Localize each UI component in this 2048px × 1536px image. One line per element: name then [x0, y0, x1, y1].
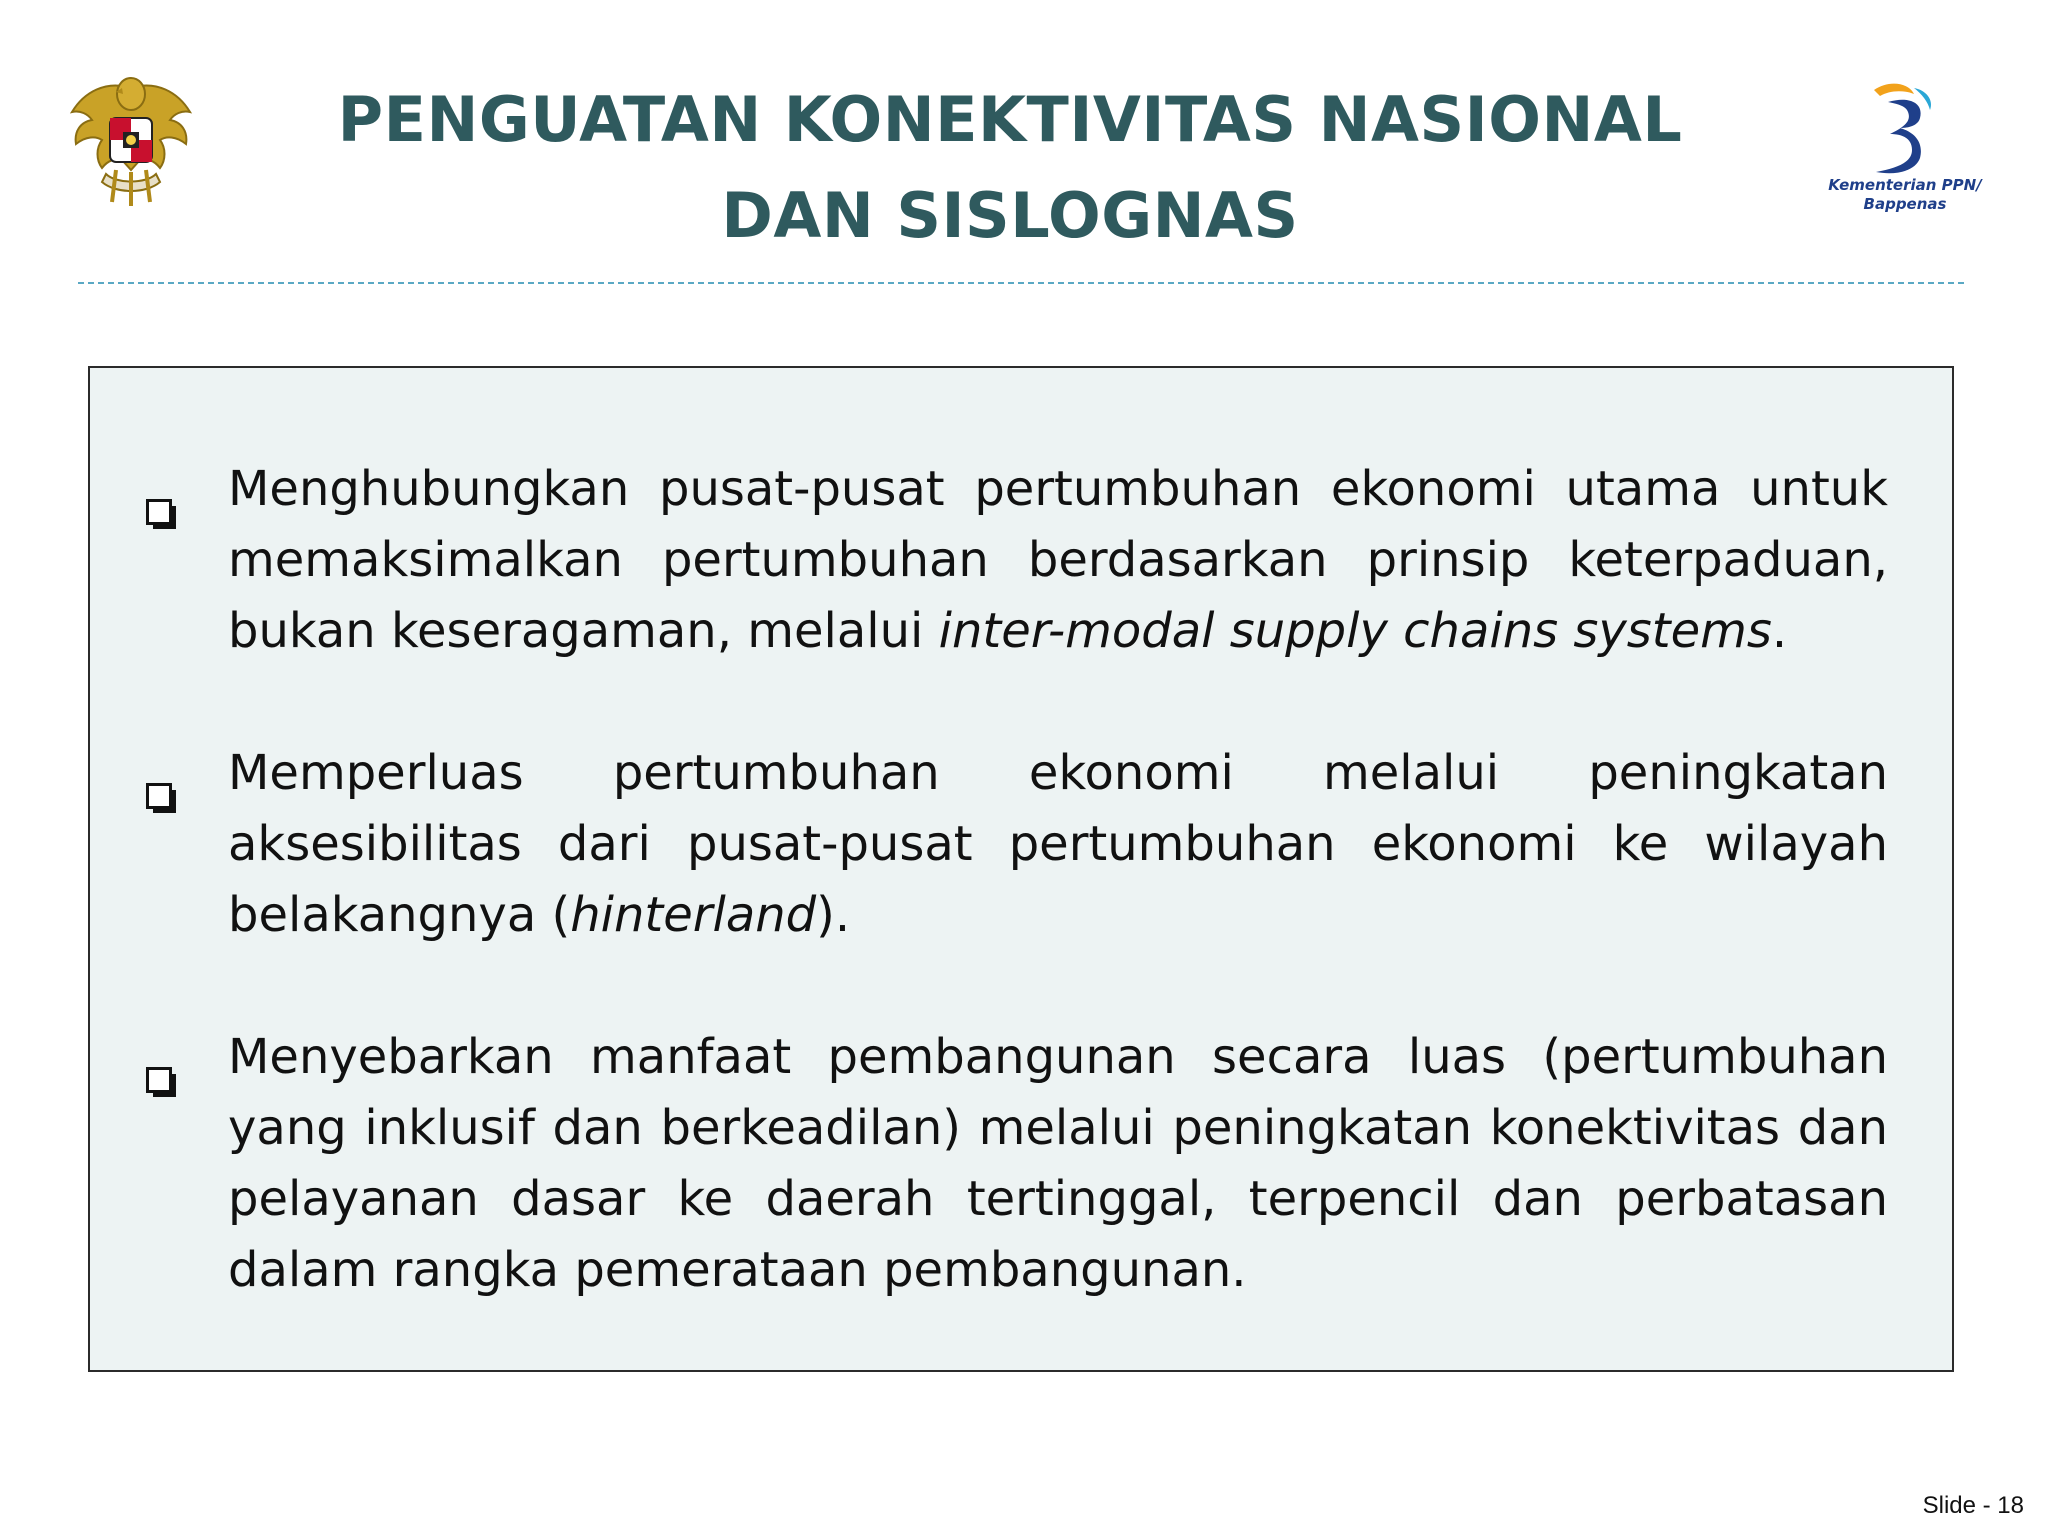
- bullet-text-end: ).: [816, 887, 851, 943]
- title-divider: [78, 282, 1964, 284]
- bappenas-logo-text: [1820, 176, 1990, 214]
- bappenas-logo-icon: [1868, 82, 1948, 178]
- bullet-item: [146, 1022, 1888, 1306]
- bappenas-text-line-2: Bappenas: [1863, 195, 1947, 213]
- bappenas-text-line-1: Kementerian PPN/: [1828, 176, 1982, 194]
- bullet-text-italic: hinterland: [570, 887, 817, 943]
- bullet-item: [146, 454, 1888, 667]
- title-line-1: PENGUATAN KONEKTIVITAS NASIONAL: [337, 83, 1683, 156]
- bullet-text-end: .: [1771, 603, 1788, 659]
- content-box: [88, 366, 1954, 1372]
- bullet-text: Memperluas pertumbuhan ekonomi melalui peningkatan aksesibilitas dari pusat-pusat pertumbuhan ekonomi ke wilayah belakangnya (: [228, 745, 1888, 943]
- hollow-square-bullet-icon: [146, 478, 176, 508]
- hollow-square-bullet-icon: [146, 762, 176, 792]
- title-line-2: DAN SISLOGNAS: [721, 179, 1299, 252]
- garuda-pancasila-emblem-icon: [66, 70, 196, 212]
- bappenas-logo: [1820, 82, 1990, 222]
- bullet-text: Menghubungkan pusat-pusat pertumbuhan ekonomi utama untuk memaksimalkan pertumbuhan berdasarkan prinsip keterpaduan, bukan keseragaman, melalui: [228, 461, 1888, 659]
- hollow-square-bullet-icon: [146, 1046, 176, 1076]
- bullet-text-italic: inter-modal supply chains systems: [938, 603, 1772, 659]
- bullet-text: Menyebarkan manfaat pembangunan secara luas (pertumbuhan yang inklusif dan berkeadilan) melalui peningkatan konektivitas dan pelayanan dasar ke daerah tertinggal, terpencil dan perbatasan dalam rangka pemerataan pembangunan.: [228, 1029, 1888, 1298]
- slide-title: [300, 72, 1720, 264]
- bullet-item: [146, 738, 1888, 951]
- slide-number: Slide - 18: [1922, 1492, 2024, 1519]
- bullet-list: [146, 454, 1888, 1377]
